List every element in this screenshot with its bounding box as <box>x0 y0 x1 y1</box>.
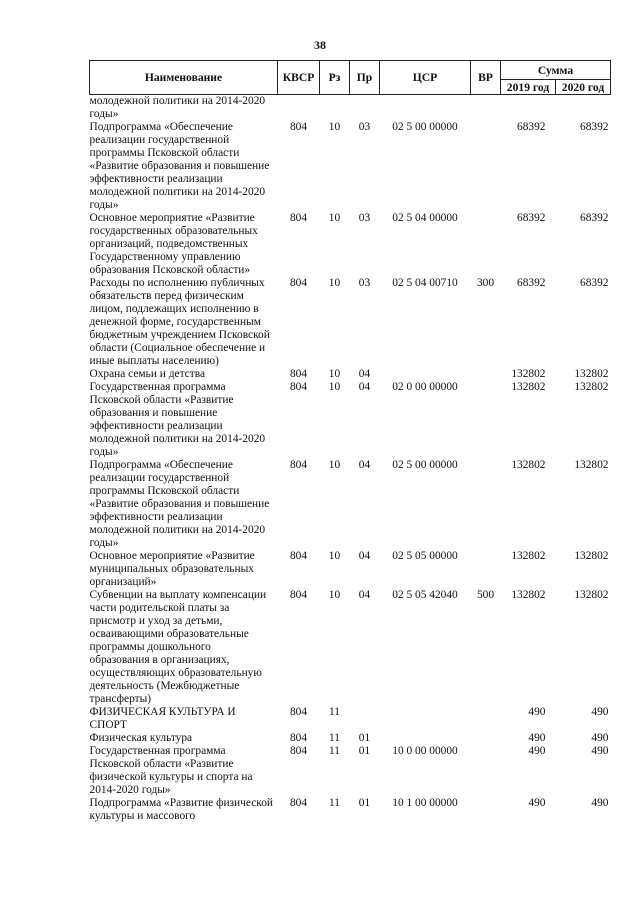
cell-2019: 490 <box>528 797 546 809</box>
page-number: 38 <box>314 38 326 52</box>
cell-csr: 10 1 00 00000 <box>392 797 458 809</box>
table-header <box>90 61 611 95</box>
cell-rz: 11 <box>329 797 340 809</box>
cell-vr <box>471 459 501 550</box>
cell-name: Охрана семьи и детства <box>89 368 205 380</box>
cell-2019: 132802 <box>511 459 546 471</box>
cell-2019: 132802 <box>511 589 546 601</box>
cell-name: молодежной политики на 2014-2020 годы» <box>89 95 266 120</box>
cell-vr: 300 <box>476 277 495 289</box>
header-pr: Пр <box>350 61 380 95</box>
cell-kvsr: 804 <box>289 550 308 562</box>
cell-csr: 02 5 04 00710 <box>392 277 458 289</box>
budget-table <box>89 60 611 823</box>
table-row <box>90 706 611 732</box>
cell-2019: 68392 <box>517 277 546 289</box>
cell-vr <box>471 732 501 745</box>
cell-name: Основное мероприятие «Развитие государственных образовательных организаций, подведомственных Государственному управлению образования Псковской области» <box>89 212 258 276</box>
table-row <box>90 95 611 122</box>
cell-pr <box>350 706 380 732</box>
cell-vr <box>471 797 501 823</box>
table-row <box>90 745 611 797</box>
cell-rz: 10 <box>328 381 341 393</box>
cell-vr <box>471 381 501 459</box>
table-row <box>90 368 611 381</box>
table-body <box>90 95 611 824</box>
header-2019: 2019 год <box>501 80 556 95</box>
cell-name: Физическая культура <box>89 732 193 744</box>
cell-vr <box>471 706 501 732</box>
cell-vr <box>471 212 501 277</box>
cell-rz: 10 <box>328 550 341 562</box>
header-rz: Рз <box>320 61 350 95</box>
table-row <box>90 589 611 706</box>
cell-csr: 02 5 00 00000 <box>392 459 458 471</box>
cell-kvsr: 804 <box>289 589 308 601</box>
cell-name: Подпрограмма «Обеспечение реализации государственной программы Псковской области «Развитие образования и повышение эффективности реализации молодежной политики на 2014-2020 годы» <box>89 459 270 549</box>
cell-kvsr <box>278 95 320 122</box>
table-row <box>90 797 611 823</box>
cell-kvsr: 804 <box>289 277 308 289</box>
table-row <box>90 381 611 459</box>
cell-kvsr: 804 <box>289 121 308 133</box>
cell-2020: 490 <box>591 706 609 718</box>
table-row <box>90 212 611 277</box>
cell-2020: 490 <box>591 745 609 757</box>
cell-pr <box>350 95 380 122</box>
header-vr: ВР <box>471 61 501 95</box>
cell-csr: 02 5 05 00000 <box>392 550 458 562</box>
cell-vr <box>471 745 501 797</box>
cell-kvsr: 804 <box>289 706 308 718</box>
cell-2020: 132802 <box>574 459 609 471</box>
cell-2020: 68392 <box>580 121 609 133</box>
cell-pr: 01 <box>358 732 371 744</box>
cell-rz: 10 <box>328 459 341 471</box>
cell-csr <box>380 95 471 122</box>
cell-pr: 01 <box>358 745 371 757</box>
cell-rz: 11 <box>329 732 340 744</box>
table-row <box>90 121 611 212</box>
cell-rz: 11 <box>329 706 340 718</box>
cell-2020 <box>556 95 611 122</box>
cell-2019: 132802 <box>511 381 546 393</box>
header-2020: 2020 год <box>556 80 611 95</box>
cell-vr <box>471 121 501 212</box>
cell-pr: 04 <box>358 368 371 380</box>
cell-2019 <box>501 95 556 122</box>
cell-rz: 10 <box>328 121 341 133</box>
table-row <box>90 732 611 745</box>
table-row <box>90 550 611 589</box>
header-csr: ЦСР <box>380 61 471 95</box>
cell-csr <box>380 732 471 745</box>
cell-pr: 04 <box>358 381 371 393</box>
cell-kvsr: 804 <box>289 381 308 393</box>
cell-kvsr: 804 <box>289 459 308 471</box>
cell-name: Субвенции на выплату компенсации части родительской платы за присмотр и уход за детьми, осваивающими образовательные программы дошкольного образования в организациях, осуществляющих образовательную деятельность (Межбюджетные трансферты) <box>89 589 267 705</box>
cell-rz: 10 <box>328 368 341 380</box>
cell-2019: 68392 <box>517 121 546 133</box>
cell-name: Подпрограмма «Обеспечение реализации государственной программы Псковской области «Развитие образования и повышение эффективности реализации молодежной политики на 2014-2020 годы» <box>89 121 270 211</box>
cell-vr: 500 <box>476 589 495 601</box>
cell-csr: 02 5 05 42040 <box>392 589 458 601</box>
cell-vr <box>471 95 501 122</box>
cell-2020: 68392 <box>580 212 609 224</box>
cell-2020: 132802 <box>574 381 609 393</box>
cell-kvsr: 804 <box>289 732 308 744</box>
cell-name: Расходы по исполнению публичных обязательств перед физическим лицом, подлежащих исполнению в денежной форме, государственным бюджетным учреждением Псковской области (Социальное обеспечение и иные выплаты населению) <box>89 277 270 367</box>
cell-csr: 02 5 00 00000 <box>392 121 458 133</box>
cell-rz: 10 <box>328 277 341 289</box>
cell-kvsr: 804 <box>289 745 308 757</box>
cell-rz: 10 <box>328 212 341 224</box>
cell-2020: 132802 <box>574 589 609 601</box>
cell-name: Подпрограмма «Развитие физической культуры и массового <box>89 797 274 822</box>
cell-2020: 490 <box>591 732 609 744</box>
cell-2019: 132802 <box>511 368 546 380</box>
cell-2020: 490 <box>591 797 609 809</box>
cell-2020: 132802 <box>574 550 609 562</box>
cell-2019: 490 <box>528 745 546 757</box>
table-row <box>90 459 611 550</box>
cell-2019: 490 <box>528 732 546 744</box>
header-sum: Сумма <box>501 61 611 80</box>
table-row <box>90 277 611 368</box>
cell-name: Государственная программа Псковской области «Развитие физической культуры и спорта на 2014-2020 годы» <box>89 745 253 796</box>
cell-csr: 02 0 00 00000 <box>392 381 458 393</box>
cell-2019: 132802 <box>511 550 546 562</box>
cell-pr: 03 <box>358 277 371 289</box>
cell-rz <box>320 95 350 122</box>
cell-2020: 68392 <box>580 277 609 289</box>
cell-pr: 04 <box>358 459 371 471</box>
cell-pr: 04 <box>358 550 371 562</box>
cell-2020: 132802 <box>574 368 609 380</box>
cell-name: ФИЗИЧЕСКАЯ КУЛЬТУРА И СПОРТ <box>89 706 236 731</box>
cell-rz: 10 <box>328 589 341 601</box>
cell-pr: 04 <box>358 589 371 601</box>
cell-csr <box>380 706 471 732</box>
cell-2019: 490 <box>528 706 546 718</box>
header-name: Наименование <box>90 61 278 95</box>
cell-name: Государственная программа Псковской области «Развитие образования и повышение эффективности реализации молодежной политики на 2014-2020 годы» <box>89 381 266 458</box>
cell-kvsr: 804 <box>289 368 308 380</box>
cell-csr <box>380 368 471 381</box>
cell-pr: 03 <box>358 212 371 224</box>
cell-name: Основное мероприятие «Развитие муниципальных образовательных организаций» <box>89 550 255 588</box>
cell-2019: 68392 <box>517 212 546 224</box>
cell-kvsr: 804 <box>289 212 308 224</box>
cell-csr: 02 5 04 00000 <box>392 212 458 224</box>
cell-vr <box>471 550 501 589</box>
cell-vr <box>471 368 501 381</box>
cell-csr: 10 0 00 00000 <box>392 745 458 757</box>
cell-kvsr: 804 <box>289 797 308 809</box>
cell-pr: 01 <box>358 797 371 809</box>
cell-rz: 11 <box>329 745 340 757</box>
header-kvsr: КВСР <box>278 61 320 95</box>
cell-pr: 03 <box>358 121 371 133</box>
